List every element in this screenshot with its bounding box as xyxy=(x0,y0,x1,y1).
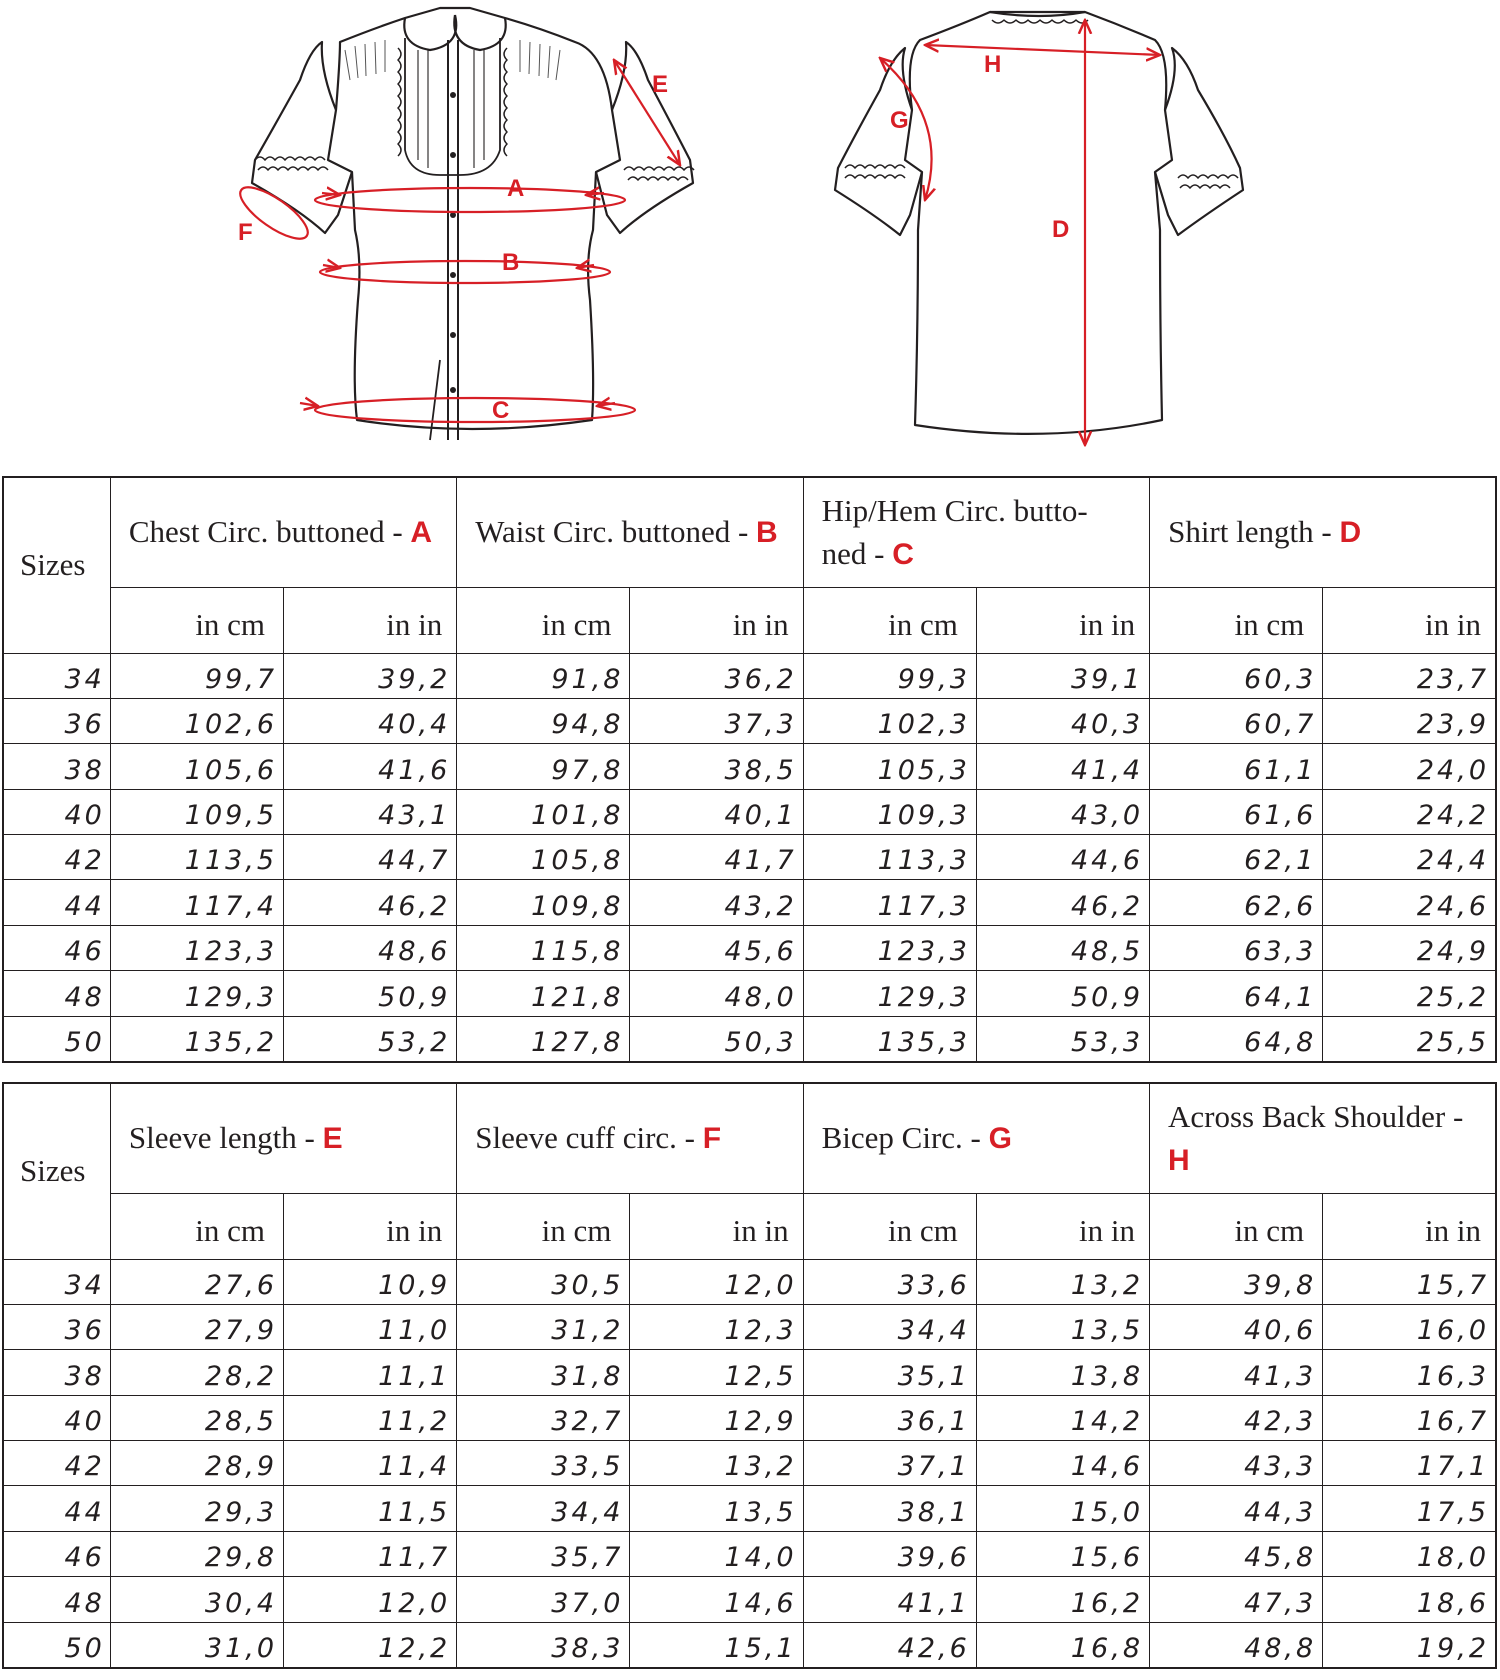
value-in-cell: 46,2 xyxy=(976,880,1149,925)
value-cm-cell: 28,2 xyxy=(110,1350,283,1395)
value-cm-cell: 34,4 xyxy=(457,1486,630,1531)
value-in-cell: 14,2 xyxy=(976,1395,1149,1440)
value-cm-cell: 61,6 xyxy=(1150,789,1323,834)
value-cm-cell: 135,3 xyxy=(803,1016,976,1061)
value-cm-cell: 47,3 xyxy=(1150,1577,1323,1622)
value-cm-cell: 45,8 xyxy=(1150,1531,1323,1576)
table-1-body xyxy=(3,653,1496,1062)
value-in-cell: 53,3 xyxy=(976,1016,1149,1061)
unit-header-cm: in cm xyxy=(457,1193,630,1259)
unit-header-in: in in xyxy=(976,587,1149,653)
unit-header-in: in in xyxy=(976,1193,1149,1259)
value-cm-cell: 31,2 xyxy=(457,1304,630,1349)
value-in-cell: 40,1 xyxy=(630,789,803,834)
value-cm-cell: 64,8 xyxy=(1150,1016,1323,1061)
table-2-body xyxy=(3,1259,1496,1668)
size-cell: 36 xyxy=(3,698,110,743)
value-in-cell: 16,7 xyxy=(1323,1395,1496,1440)
unit-header-in: in in xyxy=(1323,1193,1496,1259)
value-cm-cell: 99,7 xyxy=(110,653,283,698)
value-in-cell: 15,0 xyxy=(976,1486,1149,1531)
value-cm-cell: 33,6 xyxy=(803,1259,976,1304)
group-name: Shirt length - xyxy=(1168,514,1332,550)
value-in-cell: 14,0 xyxy=(630,1531,803,1576)
value-in-cell: 23,9 xyxy=(1323,698,1496,743)
value-in-cell: 40,3 xyxy=(976,698,1149,743)
value-cm-cell: 34,4 xyxy=(803,1304,976,1349)
table-row xyxy=(3,1531,1496,1576)
value-in-cell: 39,1 xyxy=(976,653,1149,698)
value-cm-cell: 117,3 xyxy=(803,880,976,925)
size-cell: 50 xyxy=(3,1622,110,1667)
size-cell: 34 xyxy=(3,1259,110,1304)
value-in-cell: 11,4 xyxy=(284,1441,457,1486)
value-cm-cell: 121,8 xyxy=(457,971,630,1016)
table-row xyxy=(3,835,1496,880)
value-cm-cell: 109,3 xyxy=(803,789,976,834)
unit-header-in: in in xyxy=(630,587,803,653)
label-b: B xyxy=(502,249,520,276)
value-in-cell: 14,6 xyxy=(976,1441,1149,1486)
value-cm-cell: 41,1 xyxy=(803,1577,976,1622)
size-chart-table-2 xyxy=(2,1082,1497,1669)
value-in-cell: 38,5 xyxy=(630,744,803,789)
label-d: D xyxy=(1052,216,1070,243)
value-in-cell: 19,2 xyxy=(1323,1622,1496,1667)
value-cm-cell: 42,3 xyxy=(1150,1395,1323,1440)
label-a: A xyxy=(507,175,525,202)
value-cm-cell: 30,5 xyxy=(457,1259,630,1304)
group-header-across-back xyxy=(1150,1083,1497,1193)
unit-header-cm: in cm xyxy=(110,1193,283,1259)
size-cell: 38 xyxy=(3,744,110,789)
value-cm-cell: 117,4 xyxy=(110,880,283,925)
value-in-cell: 36,2 xyxy=(630,653,803,698)
front-shirt-drawing xyxy=(252,8,694,440)
size-cell: 34 xyxy=(3,653,110,698)
front-buttons xyxy=(450,92,456,393)
value-in-cell: 24,2 xyxy=(1323,789,1496,834)
unit-header-cm: in cm xyxy=(457,587,630,653)
value-in-cell: 43,0 xyxy=(976,789,1149,834)
label-e: E xyxy=(652,71,669,98)
group-letter: A xyxy=(410,516,433,550)
value-cm-cell: 105,3 xyxy=(803,744,976,789)
table-row xyxy=(3,1016,1496,1061)
value-in-cell: 40,4 xyxy=(284,698,457,743)
value-in-cell: 12,3 xyxy=(630,1304,803,1349)
value-in-cell: 11,5 xyxy=(284,1486,457,1531)
value-cm-cell: 129,3 xyxy=(803,971,976,1016)
value-cm-cell: 99,3 xyxy=(803,653,976,698)
group-header-sleeve-length xyxy=(110,1083,456,1193)
value-cm-cell: 91,8 xyxy=(457,653,630,698)
label-g: G xyxy=(890,107,909,134)
size-cell: 50 xyxy=(3,1016,110,1061)
label-h: H xyxy=(984,51,1002,78)
value-in-cell: 25,2 xyxy=(1323,971,1496,1016)
value-cm-cell: 113,3 xyxy=(803,835,976,880)
value-cm-cell: 38,1 xyxy=(803,1486,976,1531)
unit-header-in: in in xyxy=(284,1193,457,1259)
value-in-cell: 17,1 xyxy=(1323,1441,1496,1486)
value-in-cell: 13,5 xyxy=(976,1304,1149,1349)
label-c: C xyxy=(492,397,510,424)
size-cell: 46 xyxy=(3,1531,110,1576)
value-in-cell: 11,2 xyxy=(284,1395,457,1440)
value-in-cell: 24,9 xyxy=(1323,925,1496,970)
value-in-cell: 12,9 xyxy=(630,1395,803,1440)
value-cm-cell: 35,1 xyxy=(803,1350,976,1395)
value-cm-cell: 109,5 xyxy=(110,789,283,834)
value-cm-cell: 102,3 xyxy=(803,698,976,743)
value-cm-cell: 35,7 xyxy=(457,1531,630,1576)
group-header-sleeve-cuff xyxy=(457,1083,803,1193)
table-row xyxy=(3,1350,1496,1395)
size-cell: 44 xyxy=(3,880,110,925)
group-letter: H xyxy=(1168,1143,1190,1177)
unit-header-cm: in cm xyxy=(1150,1193,1323,1259)
value-cm-cell: 102,6 xyxy=(110,698,283,743)
value-cm-cell: 44,3 xyxy=(1150,1486,1323,1531)
group-letter: C xyxy=(892,537,914,571)
value-in-cell: 37,3 xyxy=(630,698,803,743)
value-cm-cell: 62,6 xyxy=(1150,880,1323,925)
value-cm-cell: 115,8 xyxy=(457,925,630,970)
value-cm-cell: 32,7 xyxy=(457,1395,630,1440)
group-name: Chest Circ. buttoned - xyxy=(128,514,403,550)
value-cm-cell: 94,8 xyxy=(457,698,630,743)
value-in-cell: 50,3 xyxy=(630,1016,803,1061)
value-in-cell: 16,0 xyxy=(1323,1304,1496,1349)
value-in-cell: 12,2 xyxy=(284,1622,457,1667)
size-cell: 40 xyxy=(3,1395,110,1440)
value-in-cell: 15,6 xyxy=(976,1531,1149,1576)
value-in-cell: 41,6 xyxy=(284,744,457,789)
value-in-cell: 50,9 xyxy=(284,971,457,1016)
size-chart-table-1 xyxy=(2,476,1497,1063)
size-cell: 42 xyxy=(3,1441,110,1486)
value-cm-cell: 43,3 xyxy=(1150,1441,1323,1486)
value-in-cell: 39,2 xyxy=(284,653,457,698)
table-row xyxy=(3,789,1496,834)
group-letter: G xyxy=(988,1122,1012,1156)
value-cm-cell: 36,1 xyxy=(803,1395,976,1440)
size-cell: 44 xyxy=(3,1486,110,1531)
value-in-cell: 13,2 xyxy=(630,1441,803,1486)
table-row xyxy=(3,880,1496,925)
unit-header-cm: in cm xyxy=(110,587,283,653)
table-row xyxy=(3,1486,1496,1531)
value-in-cell: 24,6 xyxy=(1323,880,1496,925)
value-cm-cell: 41,3 xyxy=(1150,1350,1323,1395)
value-cm-cell: 38,3 xyxy=(457,1622,630,1667)
front-labels xyxy=(238,71,668,424)
value-in-cell: 13,8 xyxy=(976,1350,1149,1395)
value-in-cell: 17,5 xyxy=(1323,1486,1496,1531)
value-in-cell: 15,1 xyxy=(630,1622,803,1667)
unit-header-cm: in cm xyxy=(803,1193,976,1259)
value-in-cell: 12,5 xyxy=(630,1350,803,1395)
value-in-cell: 18,0 xyxy=(1323,1531,1496,1576)
value-in-cell: 12,0 xyxy=(284,1577,457,1622)
value-cm-cell: 101,8 xyxy=(457,789,630,834)
value-cm-cell: 60,7 xyxy=(1150,698,1323,743)
group-header-waist xyxy=(457,477,803,587)
group-letter: F xyxy=(702,1122,722,1156)
value-in-cell: 46,2 xyxy=(284,880,457,925)
value-cm-cell: 37,0 xyxy=(457,1577,630,1622)
unit-header-in: in in xyxy=(284,587,457,653)
value-in-cell: 12,0 xyxy=(630,1259,803,1304)
value-cm-cell: 31,0 xyxy=(110,1622,283,1667)
value-cm-cell: 40,6 xyxy=(1150,1304,1323,1349)
value-in-cell: 16,8 xyxy=(976,1622,1149,1667)
value-in-cell: 43,1 xyxy=(284,789,457,834)
value-cm-cell: 113,5 xyxy=(110,835,283,880)
value-in-cell: 14,6 xyxy=(630,1577,803,1622)
value-in-cell: 10,9 xyxy=(284,1259,457,1304)
value-cm-cell: 60,3 xyxy=(1150,653,1323,698)
value-cm-cell: 64,1 xyxy=(1150,971,1323,1016)
value-in-cell: 48,6 xyxy=(284,925,457,970)
value-in-cell: 16,2 xyxy=(976,1577,1149,1622)
value-cm-cell: 27,9 xyxy=(110,1304,283,1349)
value-in-cell: 16,3 xyxy=(1323,1350,1496,1395)
value-cm-cell: 37,1 xyxy=(803,1441,976,1486)
unit-header-in: in in xyxy=(630,1193,803,1259)
value-in-cell: 50,9 xyxy=(976,971,1149,1016)
value-in-cell: 13,5 xyxy=(630,1486,803,1531)
value-in-cell: 13,2 xyxy=(976,1259,1149,1304)
value-cm-cell: 127,8 xyxy=(457,1016,630,1061)
value-cm-cell: 29,8 xyxy=(110,1531,283,1576)
value-cm-cell: 28,5 xyxy=(110,1395,283,1440)
value-cm-cell: 33,5 xyxy=(457,1441,630,1486)
table-row xyxy=(3,653,1496,698)
table-row xyxy=(3,971,1496,1016)
table-row xyxy=(3,1622,1496,1667)
size-cell: 38 xyxy=(3,1350,110,1395)
unit-header-cm: in cm xyxy=(1150,587,1323,653)
size-cell: 48 xyxy=(3,1577,110,1622)
value-in-cell: 43,2 xyxy=(630,880,803,925)
group-letter: E xyxy=(322,1122,343,1156)
size-cell: 36 xyxy=(3,1304,110,1349)
value-cm-cell: 123,3 xyxy=(110,925,283,970)
value-cm-cell: 105,6 xyxy=(110,744,283,789)
value-cm-cell: 97,8 xyxy=(457,744,630,789)
table-row xyxy=(3,1304,1496,1349)
value-in-cell: 25,5 xyxy=(1323,1016,1496,1061)
value-cm-cell: 39,6 xyxy=(803,1531,976,1576)
value-in-cell: 53,2 xyxy=(284,1016,457,1061)
shirt-measurement-diagram xyxy=(0,0,1500,470)
back-labels xyxy=(890,51,1069,243)
value-cm-cell: 42,6 xyxy=(803,1622,976,1667)
value-in-cell: 48,5 xyxy=(976,925,1149,970)
value-in-cell: 41,4 xyxy=(976,744,1149,789)
back-measurement-lines xyxy=(880,20,1160,445)
sizes-header: Sizes xyxy=(3,1083,110,1259)
sizes-header: Sizes xyxy=(3,477,110,653)
group-name: Hip/Hem Circ. butto- ned - xyxy=(821,492,1088,571)
value-in-cell: 15,7 xyxy=(1323,1259,1496,1304)
group-name: Sleeve cuff circ. - xyxy=(475,1120,695,1156)
group-name: Waist Circ. buttoned - xyxy=(475,514,749,550)
value-cm-cell: 28,9 xyxy=(110,1441,283,1486)
value-cm-cell: 48,8 xyxy=(1150,1622,1323,1667)
value-in-cell: 44,7 xyxy=(284,835,457,880)
table-row xyxy=(3,1395,1496,1440)
table-row xyxy=(3,1259,1496,1304)
value-in-cell: 23,7 xyxy=(1323,653,1496,698)
table-row xyxy=(3,925,1496,970)
group-letter: B xyxy=(756,516,778,550)
value-in-cell: 24,4 xyxy=(1323,835,1496,880)
size-cell: 46 xyxy=(3,925,110,970)
value-cm-cell: 123,3 xyxy=(803,925,976,970)
group-name: Bicep Circ. - xyxy=(821,1120,981,1156)
size-cell: 42 xyxy=(3,835,110,880)
unit-header-cm: in cm xyxy=(803,587,976,653)
value-cm-cell: 31,8 xyxy=(457,1350,630,1395)
value-cm-cell: 61,1 xyxy=(1150,744,1323,789)
value-cm-cell: 27,6 xyxy=(110,1259,283,1304)
group-letter: D xyxy=(1339,516,1362,550)
value-cm-cell: 30,4 xyxy=(110,1577,283,1622)
value-cm-cell: 105,8 xyxy=(457,835,630,880)
value-cm-cell: 62,1 xyxy=(1150,835,1323,880)
value-in-cell: 11,7 xyxy=(284,1531,457,1576)
value-cm-cell: 63,3 xyxy=(1150,925,1323,970)
table-row xyxy=(3,1577,1496,1622)
group-header-shirt-length xyxy=(1150,477,1496,587)
group-name: Sleeve length - xyxy=(128,1120,315,1156)
value-cm-cell: 39,8 xyxy=(1150,1259,1323,1304)
value-in-cell: 24,0 xyxy=(1323,744,1496,789)
group-header-hip xyxy=(803,477,1149,587)
label-f: F xyxy=(238,219,253,246)
size-cell: 48 xyxy=(3,971,110,1016)
value-in-cell: 18,6 xyxy=(1323,1577,1496,1622)
value-in-cell: 11,1 xyxy=(284,1350,457,1395)
table-row xyxy=(3,1441,1496,1486)
size-cell: 40 xyxy=(3,789,110,834)
value-in-cell: 11,0 xyxy=(284,1304,457,1349)
table-row xyxy=(3,744,1496,789)
value-cm-cell: 29,3 xyxy=(110,1486,283,1531)
value-cm-cell: 129,3 xyxy=(110,971,283,1016)
value-in-cell: 45,6 xyxy=(630,925,803,970)
value-cm-cell: 109,8 xyxy=(457,880,630,925)
group-name: Across Back Shoulder - xyxy=(1168,1098,1464,1134)
value-in-cell: 41,7 xyxy=(630,835,803,880)
value-in-cell: 44,6 xyxy=(976,835,1149,880)
value-in-cell: 48,0 xyxy=(630,971,803,1016)
group-header-bicep xyxy=(803,1083,1149,1193)
table-row xyxy=(3,698,1496,743)
unit-header-in: in in xyxy=(1323,587,1496,653)
value-cm-cell: 135,2 xyxy=(110,1016,283,1061)
group-header-chest xyxy=(110,477,456,587)
